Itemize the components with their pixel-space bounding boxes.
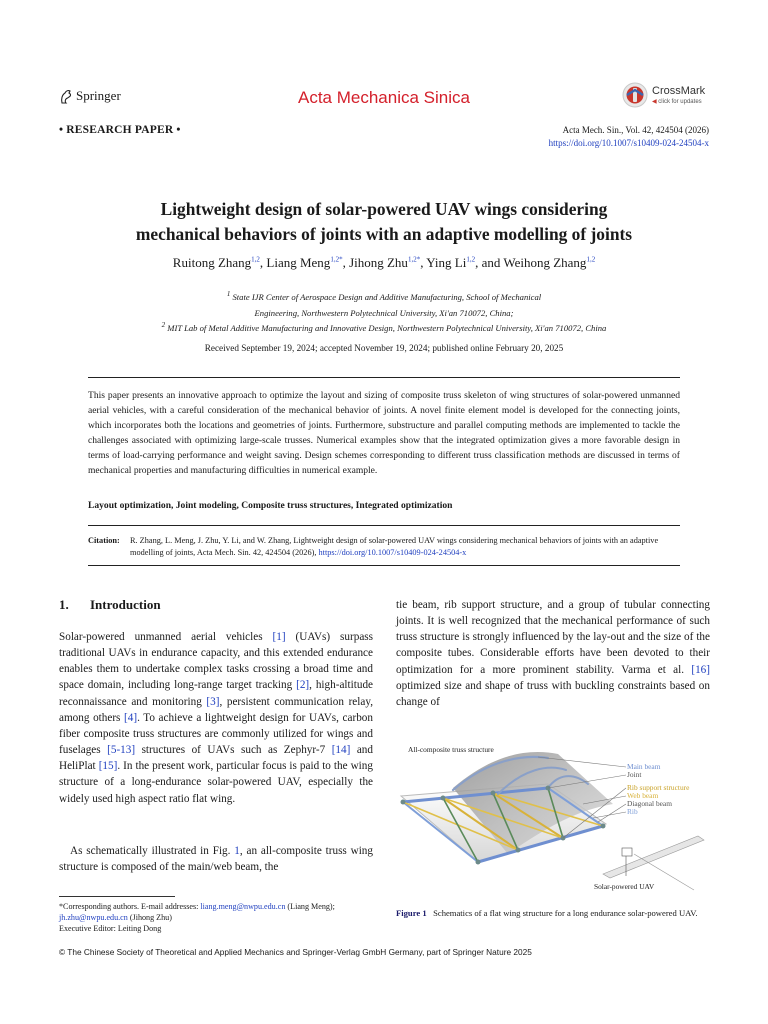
author-name: Ying Li <box>426 255 467 270</box>
figure-1 <box>398 744 710 894</box>
figure-caption-label: Figure 1 <box>396 908 427 918</box>
crossmark-title: CrossMark <box>652 84 706 97</box>
wing-schematic <box>398 744 710 894</box>
received-dates: Received September 19, 2024; accepted November 19, 2024; published online February 20, 2025 <box>204 343 564 353</box>
crossmark-subtitle: click for updates <box>658 98 702 105</box>
author-affiliation-mark: 1,2* <box>407 255 421 264</box>
author-affiliation-mark: 1,2 <box>466 255 476 264</box>
author-name: Weihong Zhang <box>503 255 587 270</box>
paragraph-text: , persistent communication relay, among others <box>59 695 373 724</box>
intro-paragraph-2-continued <box>396 597 710 710</box>
title-line-2: mechanical behaviors of joints with an adaptive modelling of joints <box>135 224 633 244</box>
reference-link[interactable]: 1 <box>234 845 240 857</box>
email-link-1[interactable]: liang.meng@nwpu.edu.cn <box>200 902 286 911</box>
reference-link[interactable]: [2] <box>296 679 310 692</box>
email-owner-2: (Jihong Zhu) <box>127 913 172 922</box>
journal-citation <box>549 124 709 150</box>
volume-line: Acta Mech. Sin., Vol. 42, 424504 (2026) <box>562 125 709 135</box>
citation-block <box>88 535 680 559</box>
footnotes <box>59 901 375 934</box>
affil-1-line-2: Engineering, Northwestern Polytechnical University, Xi'an 710072, China; <box>254 307 514 318</box>
paragraph-text: optimized size and shape of truss with buckling constraints based on change of <box>396 679 710 708</box>
figure-label-joint: Joint <box>627 770 642 779</box>
figure-label-rib-support: Rib support structure <box>627 783 690 792</box>
paragraph-text: As schematically illustrated in Fig. <box>70 845 235 857</box>
abstract: This paper presents an innovative approach to optimize the layout and sizing of composite truss skeleton of wing structures of solar-powered unmanned aerial vehicles, with a careful consideration of the mechanical behavior of joints. A novel finite element model is developed for the connecting joints, which incorporates both the locations and geometries of joints. Furthermore, substructure and parallel computing methods are implemented to tackle the challenges associated with optimizing large-scale trusses. Numerical examples show that the integrated optimization gives a more favorable design in terms of load-carrying performance and weight saving. Design schemes corresponding to different truss classification methods are discussed in terms of mechanical properties and manufacturing difficulties in numerical example. <box>88 390 680 476</box>
section-number: 1. <box>59 597 69 612</box>
author-separator: , <box>420 255 427 270</box>
author-separator: , <box>342 255 350 270</box>
crossmark-icon <box>622 82 648 108</box>
crossmark-arrow-icon: ◀ <box>652 98 657 105</box>
paragraph-text: and HeliPlat <box>59 744 373 773</box>
email-owner-1: (Liang Meng); <box>285 902 335 911</box>
publisher-name: Springer <box>76 88 121 103</box>
figure-label-diagonal-beam: Diagonal beam <box>627 799 672 808</box>
figure-label-web-beam: Web beam <box>627 791 659 800</box>
paragraph-text: Solar-powered unmanned aerial vehicles <box>59 631 273 643</box>
affil-1-mark: 1 <box>226 290 231 299</box>
section-heading-introduction <box>59 597 161 613</box>
author-affiliation-mark: 1,2 <box>251 255 260 264</box>
keywords: Layout optimization, Joint modeling, Composite truss structures, Integrated optimization <box>88 500 453 511</box>
author-name: Liang Meng <box>266 255 331 270</box>
executive-editor: Executive Editor: Leiting Dong <box>59 924 162 933</box>
doi-link[interactable]: https://doi.org/10.1007/s10409-024-24504-x <box>548 138 709 148</box>
footnote-rule <box>59 896 175 897</box>
reference-link[interactable]: [16] <box>691 663 710 676</box>
reference-link[interactable]: [1] <box>272 631 286 643</box>
citation-doi-link[interactable]: https://doi.org/10.1007/s10409-024-24504-x <box>318 548 467 557</box>
affil-2-mark: 2 <box>161 321 166 330</box>
abstract-bottom-rule <box>88 525 680 526</box>
paper-title <box>60 197 708 247</box>
copyright-notice: © The Chinese Society of Theoretical and Applied Mechanics and Springer-Verlag GmbH Germany, part of Springer Nature 2025 <box>59 947 532 957</box>
paragraph-text: tie beam, rib support structure, and a group of tubular connecting joints. It is well recognized that the mechanical performance of such truss structure is strongly influenced by the lay-out and the size of the composite tubes. Considerable efforts have been devoted to their optimization for a more prominent stability. Varma et al. <box>396 599 710 676</box>
author-name: Jihong Zhu <box>349 255 408 270</box>
paragraph-text: . To achieve a lightweight design for UAVs, carbon fiber composite truss structures are commonly utilized for wings and fuselages <box>59 711 373 757</box>
author-list <box>60 255 708 271</box>
intro-paragraph-2 <box>59 843 373 875</box>
reference-link[interactable]: [5-13] <box>107 744 136 757</box>
figure-label-main-beam: Main beam <box>627 762 661 771</box>
paragraph-text: structures of UAVs such as Zephyr-7 <box>135 744 332 757</box>
figure-overall-label: All-composite truss structure <box>408 745 494 754</box>
corresponding-label: *Corresponding authors. E-mail addresses: <box>59 902 201 911</box>
paragraph-text: , an all-composite truss wing structure is composed of the main/web beam, the <box>59 845 373 874</box>
paragraph-text: . In the present work, particular focus is paid to the wing structure of a long-endurance solar-powered UAV, especially the widely used high aspect ratio flat wing. <box>59 760 373 805</box>
reference-link[interactable]: [14] <box>331 744 351 757</box>
title-line-1: Lightweight design of solar-powered UAV wings considering <box>160 199 608 219</box>
affiliations <box>60 290 708 337</box>
reference-link[interactable]: [4] <box>124 711 138 724</box>
abstract-top-rule <box>88 377 680 378</box>
citation-bottom-rule <box>88 565 680 566</box>
figure-label-rib: Rib <box>627 807 638 816</box>
figure-uav-label: Solar-powered UAV <box>594 882 655 891</box>
crossmark-badge[interactable] <box>622 82 705 108</box>
author-name: Ruitong Zhang <box>172 255 252 270</box>
figure-caption <box>396 907 710 919</box>
affil-2-line: MIT Lab of Metal Additive Manufacturing and Innovative Design, Northwestern Polytechnical University, Xi'an 710072, China <box>167 323 607 333</box>
citation-label: Citation: <box>88 536 120 545</box>
figure-caption-text: Schematics of a flat wing structure for a long endurance solar-powered UAV. <box>433 908 698 918</box>
intro-paragraph-1 <box>59 629 373 807</box>
paragraph-text: , high-altitude reconnaissance and monitoring <box>59 679 373 708</box>
paragraph-text: (UAVs) surpass traditional UAVs in endurance capacity, and this extended endurance enables them to undertake complex tasks crossing a broad time and space domain, including long-range target tracking <box>59 631 373 692</box>
affil-1-line-1: State IJR Center of Aerospace Design and Additive Manufacturing, School of Mechanical <box>232 292 542 302</box>
reference-link[interactable]: [15] <box>98 760 118 773</box>
reference-link[interactable]: [3] <box>206 695 220 708</box>
journal-name[interactable]: Acta Mechanica Sinica <box>298 88 470 107</box>
author-separator: , and <box>475 255 504 270</box>
section-title: Introduction <box>90 597 161 612</box>
email-link-2[interactable]: jh.zhu@nwpu.edu.cn <box>59 913 128 922</box>
citation-text: R. Zhang, L. Meng, J. Zhu, Y. Li, and W. Zhang, Lightweight design of solar-powered UAV wings considering mechanical behaviors of joints with an adaptive modelling of joints, Acta Mech. Sin. 42, 424504 (2026), <box>130 536 659 557</box>
author-affiliation-mark: 1,2* <box>330 255 343 264</box>
paper-type: • RESEARCH PAPER • <box>59 124 181 136</box>
author-affiliation-mark: 1,2 <box>586 255 596 264</box>
author-separator: , <box>259 255 267 270</box>
